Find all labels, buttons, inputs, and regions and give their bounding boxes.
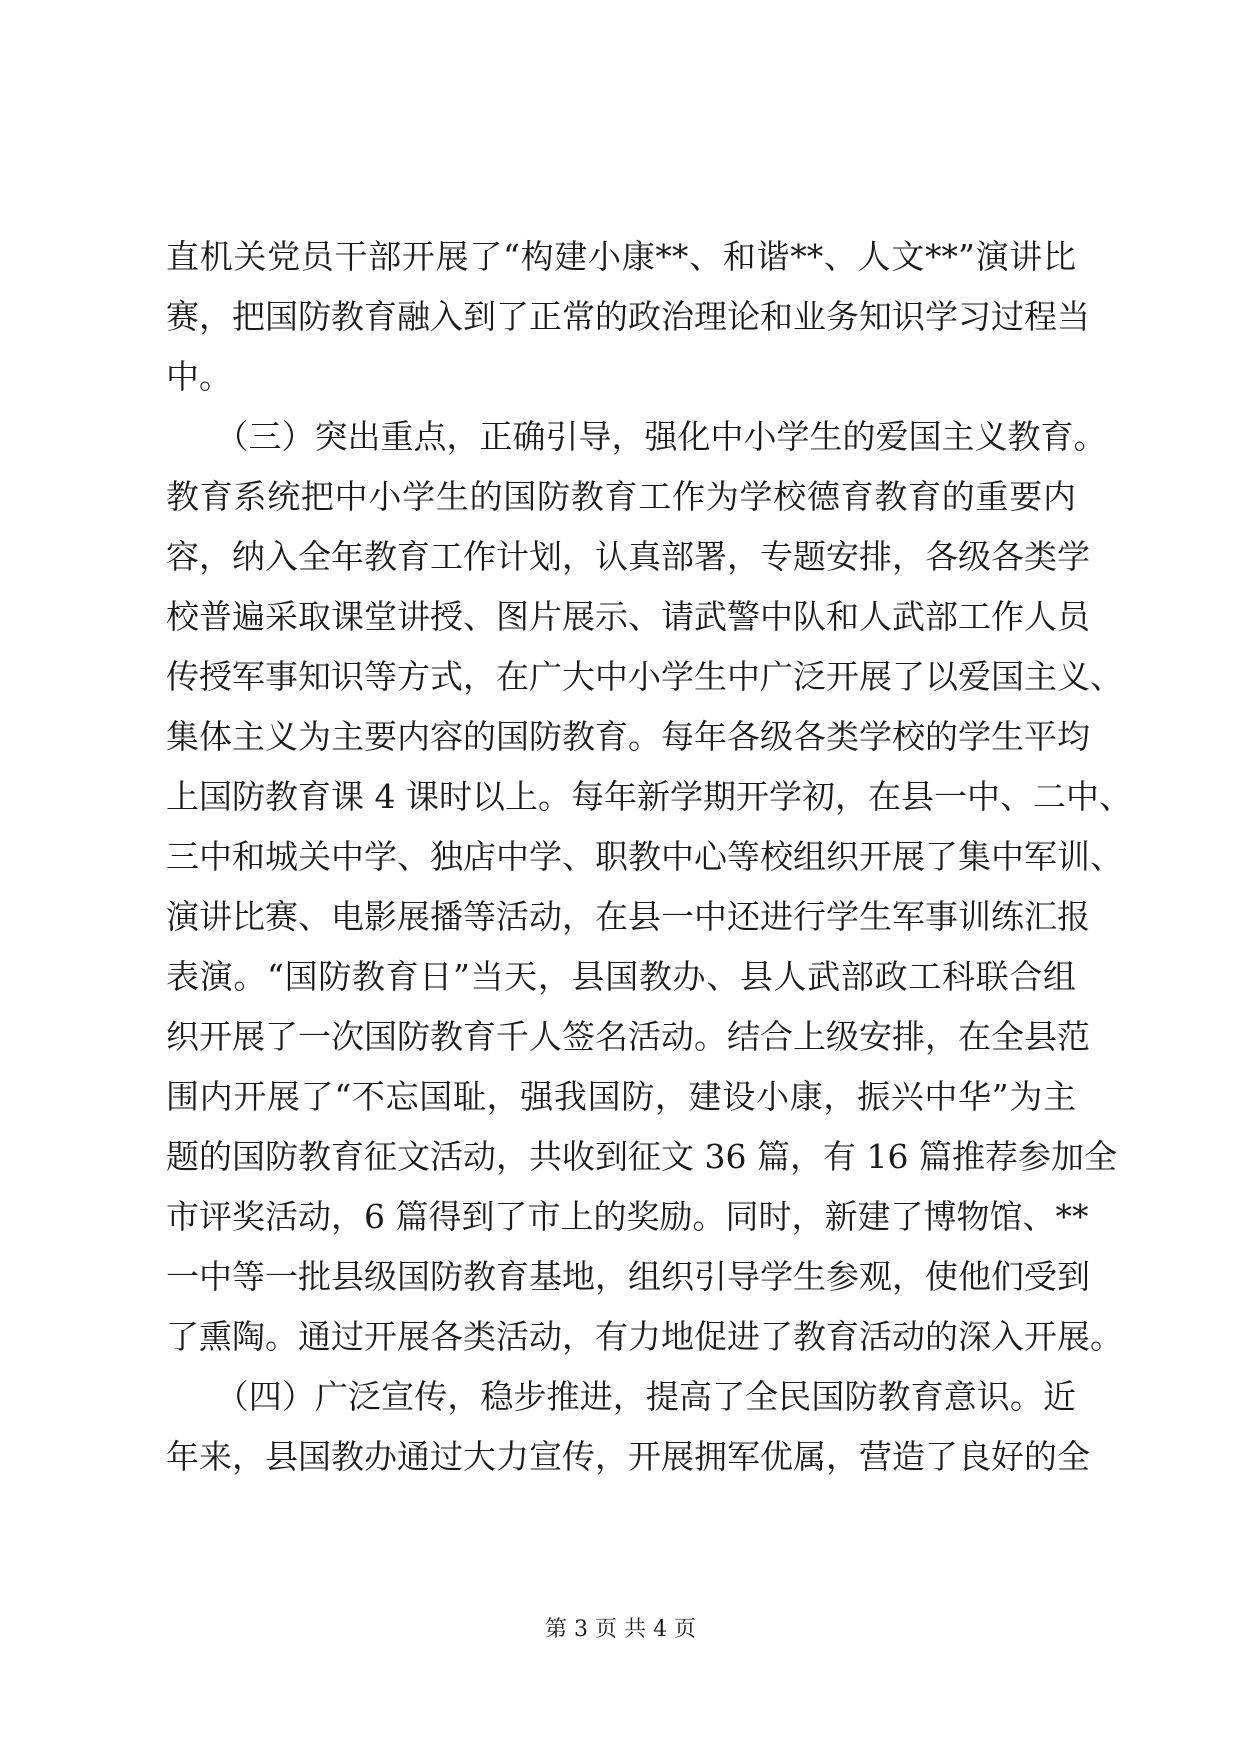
text-line: 直机关党员干部开展了“构建小康**、和谐**、人文**”演讲比 xyxy=(166,237,1076,276)
text-line: 题的国防教育征文活动，共收到征文 36 篇，有 16 篇推荐参加全 xyxy=(166,1137,1117,1176)
text-line: 了熏陶。通过开展各类活动，有力地促进了教育活动的深入开展。 xyxy=(166,1317,1123,1356)
text-line: 织开展了一次国防教育千人签名活动。结合上级安排，在全县范 xyxy=(166,1017,1090,1056)
text-line: 表演。“国防教育日”当天，县国教办、县人武部政工科联合组 xyxy=(166,957,1076,996)
text-line: 赛，把国防教育融入到了正常的政治理论和业务知识学习过程当 xyxy=(166,297,1090,336)
text-line: 校普遍采取课堂讲授、图片展示、请武警中队和人武部工作人员 xyxy=(166,597,1090,636)
text-line: 中。 xyxy=(166,357,232,396)
text-line: （三）突出重点，正确引导，强化中小学生的爱国主义教育。 xyxy=(166,417,1107,456)
text-line: 一中等一批县级国防教育基地，组织引导学生参观，使他们受到 xyxy=(166,1257,1090,1296)
text-line: 围内开展了“不忘国耻，强我国防，建设小康，振兴中华”为主 xyxy=(166,1077,1076,1116)
page-number-footer: 第 3 页 共 4 页 xyxy=(545,1617,696,1642)
text-line: 传授军事知识等方式，在广大中小学生中广泛开展了以爱国主义、 xyxy=(166,657,1123,696)
text-line: （四）广泛宣传，稳步推进，提高了全民国防教育意识。近 xyxy=(166,1377,1076,1416)
body-text xyxy=(166,227,1132,1487)
text-line: 集体主义为主要内容的国防教育。每年各级各类学校的学生平均 xyxy=(166,717,1090,756)
text-line: 三中和城关中学、独店中学、职教中心等校组织开展了集中军训、 xyxy=(166,837,1123,876)
text-line: 容，纳入全年教育工作计划，认真部署，专题安排，各级各类学 xyxy=(166,537,1090,576)
text-line: 教育系统把中小学生的国防教育工作为学校德育教育的重要内 xyxy=(166,477,1076,516)
text-line: 演讲比赛、电影展播等活动，在县一中还进行学生军事训练汇报 xyxy=(166,897,1090,936)
text-line: 上国防教育课 4 课时以上。每年新学期开学初，在县一中、二中、 xyxy=(166,777,1132,816)
text-line: 市评奖活动，6 篇得到了市上的奖励。同时，新建了博物馆、** xyxy=(166,1197,1089,1236)
text-line: 年来，县国教办通过大力宣传，开展拥军优属，营造了良好的全 xyxy=(166,1437,1090,1476)
